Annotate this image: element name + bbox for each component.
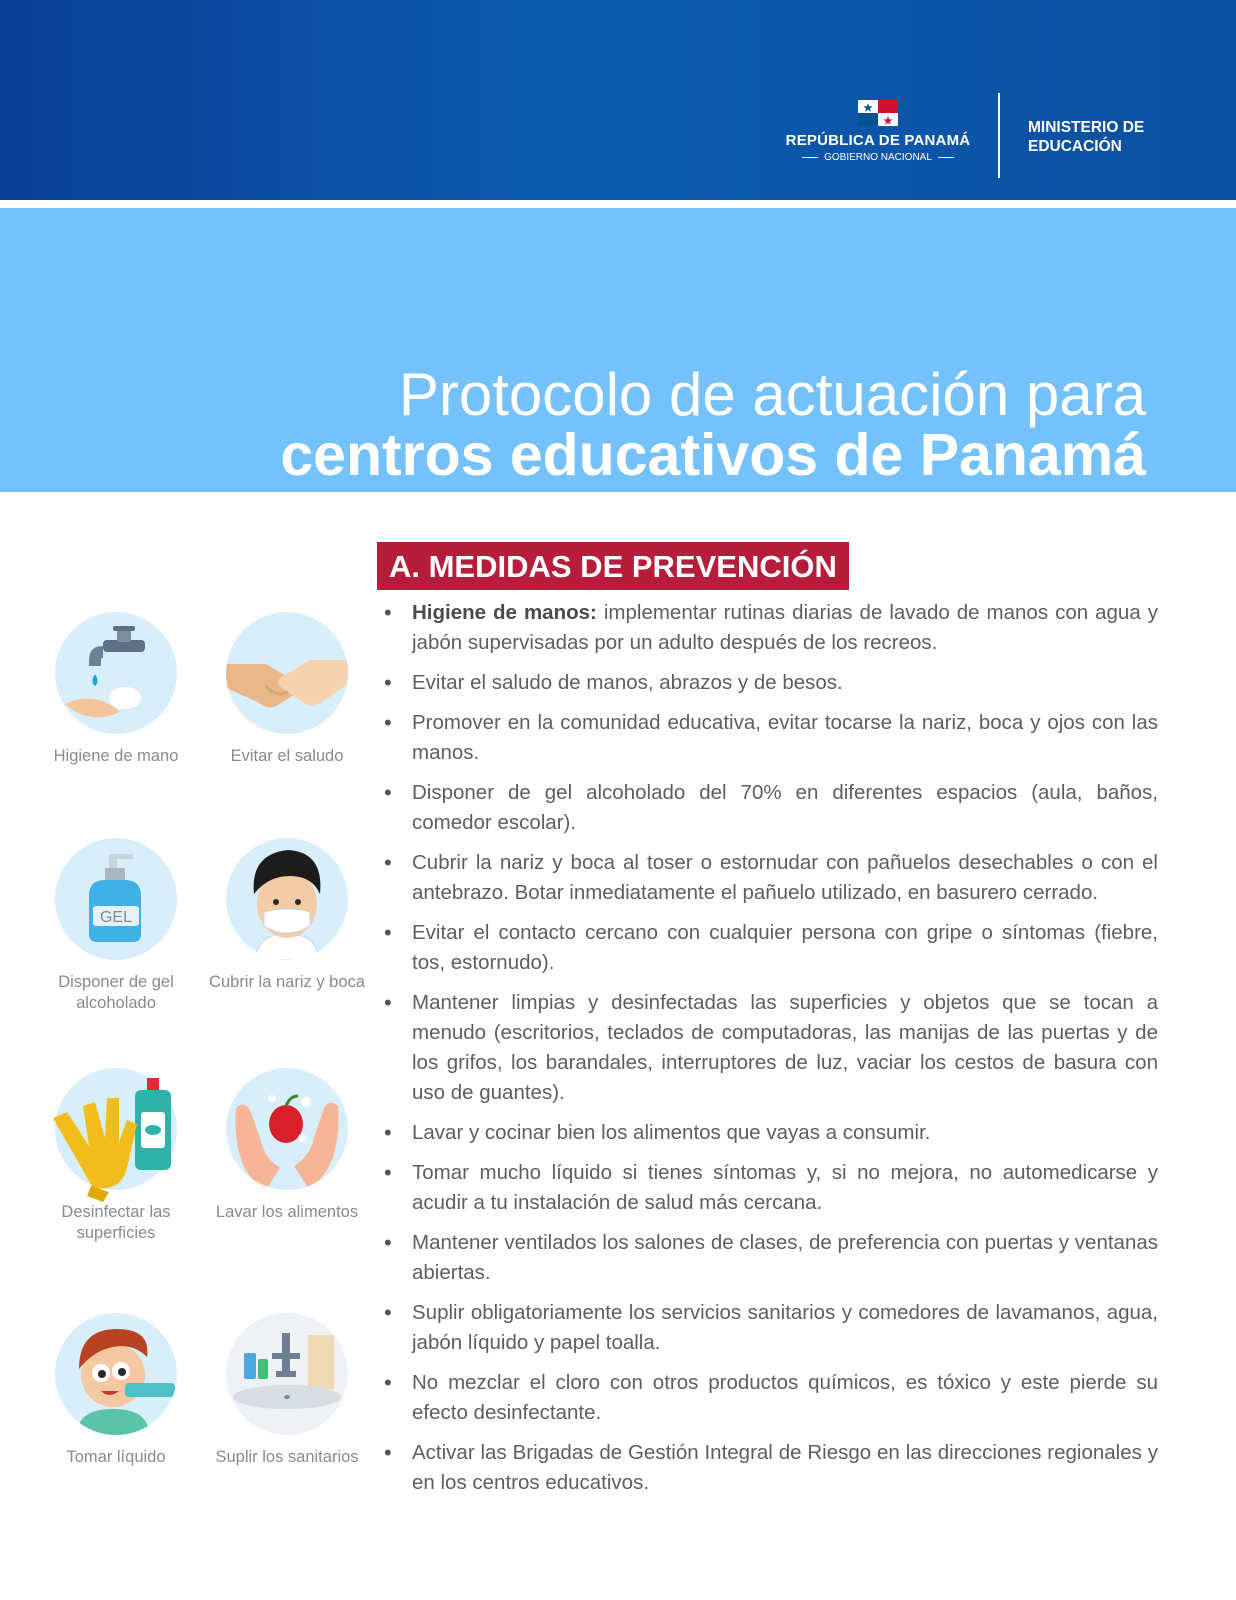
list-item: • Mantener limpias y desinfectadas las superficies y objetos que se tocan a menudo (escritorios, teclados de computadoras, las manijas de las puertas y de los grifos, los barandales, interruptores de luz, vaciar los cestos de basura con uso de guantes). — [384, 988, 1158, 1108]
list-item: • Lavar y cocinar bien los alimentos que vayas a consumir. — [384, 1118, 1158, 1148]
icon-card-cover — [202, 838, 372, 993]
list-item: • Higiene de manos: implementar rutinas diarias de lavado de manos con agua y jabón supervisadas por un adulto después de los recreos. — [384, 598, 1158, 658]
child-drinking-icon — [55, 1313, 177, 1435]
icon-card-drink — [31, 1313, 201, 1468]
list-item: • Activar las Brigadas de Gestión Integral de Riesgo en las direcciones regionales y en los centros educativos. — [384, 1438, 1158, 1498]
list-item: • Tomar mucho líquido si tienes síntomas y, si no mejora, no automedicarse y acudir a tu instalación de salud más cercana. — [384, 1158, 1158, 1218]
icon-card-sanitary — [202, 1313, 372, 1468]
list-item: • Evitar el saludo de manos, abrazos y de besos. — [384, 668, 1158, 698]
icon-label: Tomar líquido — [66, 1448, 166, 1466]
gel-label: GEL — [99, 909, 133, 926]
government-label: GOBIERNO NACIONAL — [824, 152, 932, 163]
list-item: • Mantener ventilados los salones de clases, de preferencia con puertas y ventanas abiertas. — [384, 1228, 1158, 1288]
icon-label: Higiene de mano — [53, 747, 179, 765]
list-item: • Cubrir la nariz y boca al toser o estornudar con pañuelos desechables o con el antebrazo. Botar inmediatamente el pañuelo utilizado, en basurero cerrado. — [384, 848, 1158, 908]
gloves-bottle-icon — [55, 1068, 177, 1190]
icon-label: Disponer de gel alcoholado — [58, 973, 174, 1012]
icon-label: Evitar el saludo — [230, 747, 344, 765]
page-title-line1: Protocolo de actuación para — [398, 361, 1146, 428]
section-heading: A. MEDIDAS DE PREVENCIÓN — [377, 542, 849, 590]
icon-card-food — [202, 1068, 372, 1223]
government-logo — [784, 100, 972, 163]
icon-label: Lavar los alimentos — [215, 1203, 359, 1221]
faucet-hands-icon — [55, 612, 177, 734]
washing-food-icon — [226, 1068, 348, 1190]
prevention-list — [384, 598, 1158, 1508]
header-bar — [0, 0, 1236, 200]
icon-label: Suplir los sanitarios — [215, 1448, 359, 1466]
icon-card-gel — [31, 838, 201, 1014]
header-divider — [0, 200, 1236, 208]
list-item: • Evitar el contacto cercano con cualquier persona con gripe o síntomas (fiebre, tos, estornudo). — [384, 918, 1158, 978]
list-item: • Disponer de gel alcoholado del 70% en diferentes espacios (aula, baños, comedor escolar). — [384, 778, 1158, 838]
icon-card-hand-hygiene — [31, 612, 201, 767]
icon-card-disinfect — [31, 1068, 201, 1244]
logo-separator — [998, 93, 1000, 178]
icon-label: Desinfectar las superficies — [61, 1203, 171, 1242]
list-item: • No mezclar el cloro con otros productos químicos, es tóxico y este pierde su efecto desinfectante. — [384, 1368, 1158, 1428]
list-item: • Promover en la comunidad educativa, evitar tocarse la nariz, boca y ojos con las manos. — [384, 708, 1158, 768]
sink-icon — [226, 1313, 348, 1435]
gel-bottle-icon — [55, 838, 177, 960]
icon-label: Cubrir la nariz y boca — [209, 973, 365, 991]
masked-child-icon — [226, 838, 348, 960]
icon-card-greeting — [202, 612, 372, 767]
republic-name: REPÚBLICA DE PANAMÁ — [785, 132, 971, 149]
handshake-icon — [226, 612, 348, 734]
page-title-line2: centros educativos de Panamá — [280, 422, 1146, 488]
ministry-name: MINISTERIO DE EDUCACIÓN — [1028, 119, 1145, 155]
list-item: • Suplir obligatoriamente los servicios sanitarios y comedores de lavamanos, agua, jabón líquido y papel toalla. — [384, 1298, 1158, 1358]
panama-flag-icon — [858, 100, 898, 126]
